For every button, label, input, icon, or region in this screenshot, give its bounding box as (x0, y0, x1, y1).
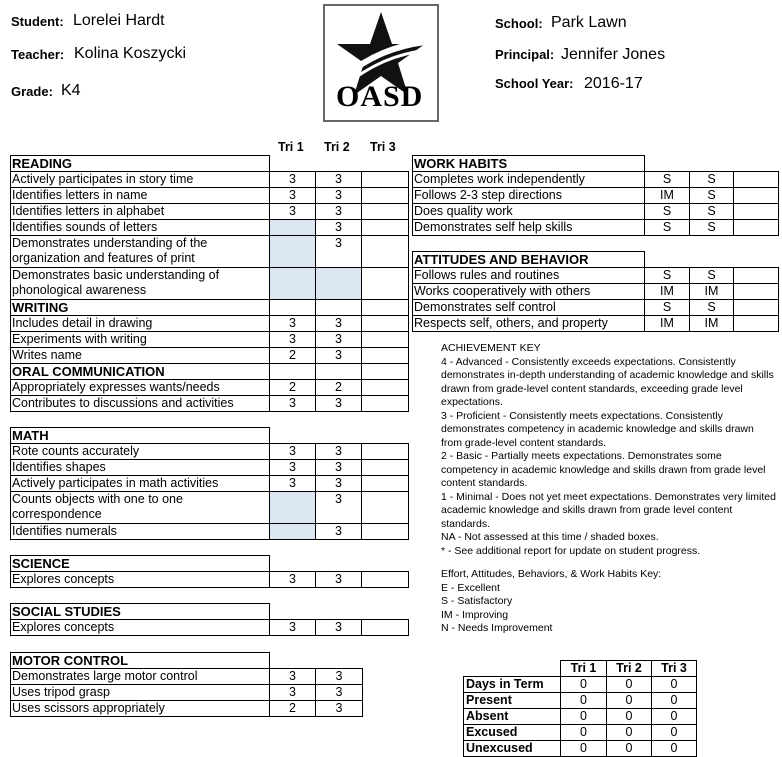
table-row: Demonstrates large motor control 3 3 (11, 669, 363, 685)
section-title-science: SCIENCE (11, 556, 270, 572)
att-tri1-header: Tri 1 (561, 661, 607, 677)
tri3-header: Tri 3 (370, 140, 396, 154)
table-row: Rote counts accurately 3 3 (11, 444, 409, 460)
section-title-math: MATH (11, 428, 270, 444)
table-row: Demonstrates self control S S (413, 300, 779, 316)
table-row: Demonstrates understanding of the organization and features of print 3 (11, 236, 409, 268)
section-title-writing: WRITING (11, 300, 270, 316)
math-table (10, 427, 409, 540)
district-logo (323, 4, 439, 122)
school-label: School: (495, 16, 543, 31)
grade-value: K4 (61, 82, 81, 99)
school-year-label: School Year: (495, 76, 574, 91)
section-title-social-studies: SOCIAL STUDIES (11, 604, 270, 620)
table-row: Unexcused 0 0 0 (464, 741, 697, 757)
student-label: Student: (11, 14, 64, 29)
key-level-1: 1 - Minimal - Does not yet meet expectations. Demonstrates very limited academic knowledge and skills drawn from grade level content standards. (441, 490, 776, 530)
table-row: Identifies letters in name 3 3 (11, 188, 409, 204)
section-title-work-habits: WORK HABITS (413, 156, 645, 172)
effort-key (441, 568, 777, 636)
table-row: Includes detail in drawing 3 3 (11, 316, 409, 332)
table-row: Excused 0 0 0 (464, 725, 697, 741)
motor-control-table (10, 652, 363, 717)
table-row: Follows 2-3 step directions IM S (413, 188, 779, 204)
table-row: Absent 0 0 0 (464, 709, 697, 725)
table-row: Identifies sounds of letters 3 (11, 220, 409, 236)
table-row: Actively participates in math activities 3 3 (11, 476, 409, 492)
table-row: Completes work independently S S (413, 172, 779, 188)
principal-name: Jennifer Jones (561, 46, 666, 63)
tri1-header: Tri 1 (278, 140, 304, 154)
table-row: Appropriately expresses wants/needs 2 2 (11, 380, 409, 396)
grade-label: Grade: (11, 84, 53, 99)
table-row: Identifies numerals 3 (11, 524, 409, 540)
section-title-motor-control: MOTOR CONTROL (11, 653, 270, 669)
key-level-3: 3 - Proficient - Consistently meets expectations. Consistently demonstrates competency in academic knowledge and skills drawn from grade-level content standards. (441, 409, 754, 449)
att-tri3-header: Tri 3 (652, 661, 697, 677)
table-row: Does quality work S S (413, 204, 779, 220)
effort-key-im: IM - Improving (441, 608, 509, 621)
table-row: Counts objects with one to one correspondence 3 (11, 492, 409, 524)
effort-key-title: Effort, Attitudes, Behaviors, & Work Habits Key: (441, 568, 662, 580)
table-row: Days in Term 0 0 0 (464, 677, 697, 693)
table-row: Identifies shapes 3 3 (11, 460, 409, 476)
key-level-4: 4 - Advanced - Consistently exceeds expectations. Consistently demonstrates in-depth understanding of academic knowledge and skills drawn from grade-level content standards, exceeding grade level expectations. (441, 355, 774, 408)
table-row: Explores concepts 3 3 (11, 620, 409, 636)
school-name: Park Lawn (551, 14, 627, 31)
table-row: Uses scissors appropriately 2 3 (11, 701, 363, 717)
key-star: * - See additional report for update on student progress. (441, 544, 701, 557)
section-title-oral: ORAL COMMUNICATION (11, 364, 270, 380)
table-row: Writes name 2 3 (11, 348, 409, 364)
section-title-reading: READING (11, 156, 270, 172)
effort-key-e: E - Excellent (441, 581, 500, 594)
table-row: Respects self, others, and property IM IM (413, 316, 779, 332)
effort-key-n: N - Needs Improvement (441, 622, 553, 634)
table-row: Explores concepts 3 3 (11, 572, 409, 588)
table-row: Demonstrates basic understanding of phonological awareness (11, 268, 409, 300)
table-row: Uses tripod grasp 3 3 (11, 685, 363, 701)
key-title: ACHIEVEMENT KEY (441, 342, 541, 354)
attitudes-table (412, 251, 779, 332)
social-studies-table (10, 603, 409, 636)
table-row: Demonstrates self help skills S S (413, 220, 779, 236)
section-title-attitudes: ATTITUDES AND BEHAVIOR (413, 252, 645, 268)
attendance-table (463, 660, 697, 757)
achievement-key (441, 342, 777, 558)
logo-text: OASD (336, 80, 424, 113)
table-row: Experiments with writing 3 3 (11, 332, 409, 348)
table-row: Actively participates in story time 3 3 (11, 172, 409, 188)
work-habits-table (412, 155, 779, 236)
table-row: Present 0 0 0 (464, 693, 697, 709)
science-table (10, 555, 409, 588)
table-row: Works cooperatively with others IM IM (413, 284, 779, 300)
key-level-2: 2 - Basic - Partially meets expectations. Demonstrates some competency in academic knowledge and skills drawn from grade level content standards. (441, 450, 766, 489)
table-row: Identifies letters in alphabet 3 3 (11, 204, 409, 220)
principal-label: Principal: (495, 47, 555, 62)
table-row: Contributes to discussions and activities 3 3 (11, 396, 409, 412)
student-name: Lorelei Hardt (73, 12, 165, 29)
att-tri2-header: Tri 2 (607, 661, 652, 677)
tri2-header: Tri 2 (324, 140, 350, 154)
effort-key-s: S - Satisfactory (441, 595, 513, 607)
table-row: Follows rules and routines S S (413, 268, 779, 284)
key-na: NA - Not assessed at this time / shaded boxes. (441, 531, 659, 543)
school-year-value: 2016-17 (584, 75, 643, 92)
reading-writing-table (10, 155, 409, 412)
teacher-name: Kolina Koszycki (74, 45, 187, 62)
teacher-label: Teacher: (11, 47, 65, 62)
